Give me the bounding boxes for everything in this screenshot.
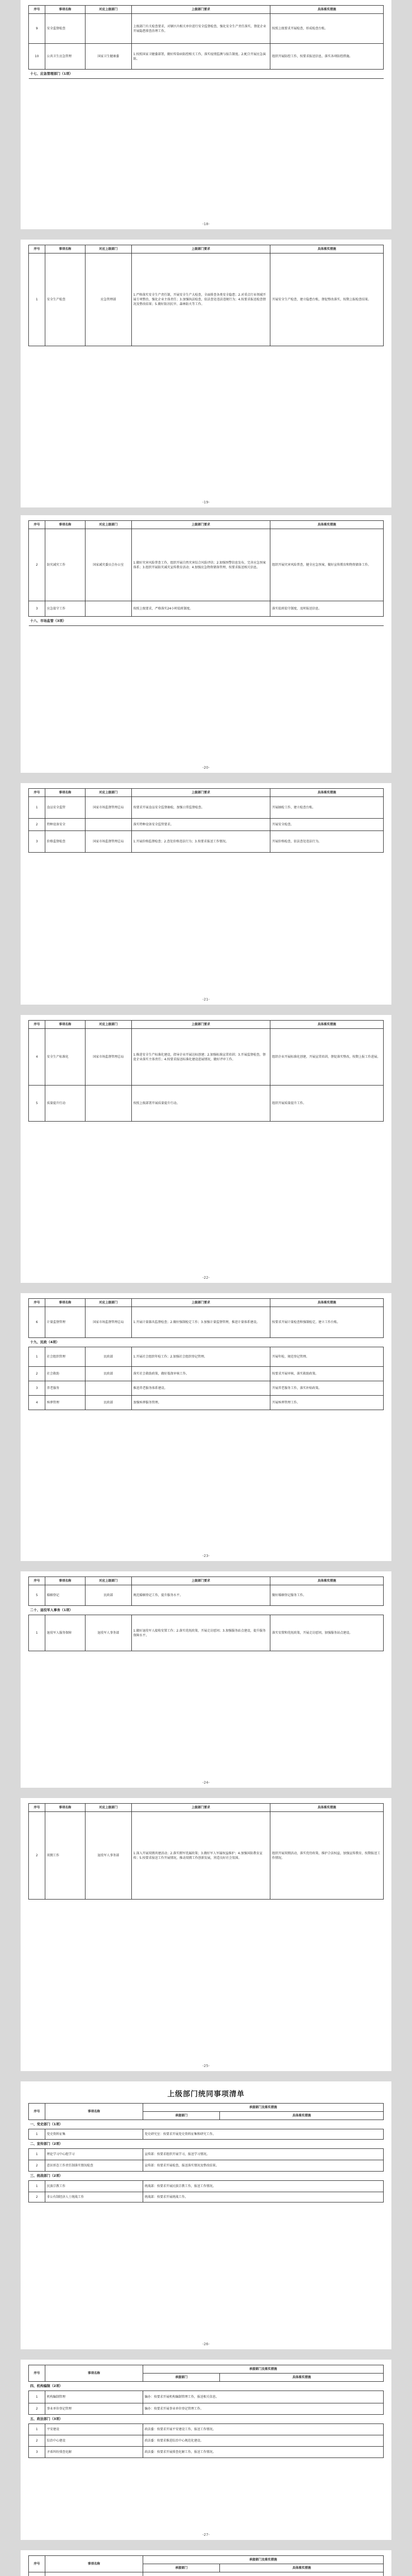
matter-table — [28, 245, 384, 346]
document-page — [21, 1293, 391, 1561]
table-header-row — [29, 245, 384, 253]
table-cell — [85, 14, 131, 44]
table-cell: 1 — [29, 797, 45, 819]
section-heading: 四、机构编制（2项） — [29, 2382, 384, 2391]
matter-table — [28, 1298, 384, 1410]
table-cell: 1.推进安全生产标准化建设，指导企业开展达标创建；2.加强标准宣贯培训；3.开展监督检查，督促企业落实主体责任；4.按要求报送标准化建设进展情况，做好评审工作。 — [131, 1029, 270, 1086]
column-header: 序号 — [29, 2556, 45, 2572]
matter-table — [28, 2103, 384, 2202]
table-cell: 宣传部：按要求组织开展学习，报送学习情况。 — [143, 2149, 383, 2160]
table-row — [29, 1396, 384, 1410]
table-cell: 组织开展防控工作，按要求报送信息，落实各项防控措施。 — [270, 44, 384, 70]
table-row — [29, 2403, 384, 2415]
table-cell: 5 — [29, 1086, 45, 1122]
column-header: 具体落实措施 — [270, 789, 384, 797]
table-cell: 2 — [29, 1812, 45, 1900]
matter-table — [28, 1020, 384, 1122]
table-cell: 编办：按要求开展事业单位登记管理工作。 — [143, 2403, 383, 2415]
table-row — [29, 1367, 384, 1381]
table-cell: 1 — [29, 1615, 45, 1651]
table-cell: 应急管理部 — [85, 253, 131, 346]
table-cell: 双拥工作 — [45, 1812, 85, 1900]
table-cell: 党史研究室：按要求开展党史资料征集和研究工作。 — [143, 2129, 383, 2140]
table-header-row — [29, 1021, 384, 1029]
matter-table — [28, 1577, 384, 1651]
table-header-row — [29, 789, 384, 797]
column-subheader: 承接部门 — [143, 2564, 220, 2572]
column-header: 事项名称 — [45, 1021, 85, 1029]
column-header: 上级部门要求 — [131, 789, 270, 797]
column-header: 事项名称 — [45, 2556, 143, 2572]
matter-table — [28, 788, 384, 853]
table-header-row — [29, 1577, 384, 1585]
table-cell: 1.按照国家卫健委部署，做好传染病防控相关工作，落实疫情监测与报告制度。2.配合开展应急演练。 — [131, 44, 270, 70]
table-cell: 1 — [29, 2424, 45, 2435]
table-row — [29, 2192, 384, 2202]
column-subheader: 承接部门 — [143, 2374, 220, 2382]
column-header: 对应上级部门 — [85, 789, 131, 797]
table-cell: 安全生产检查 — [45, 253, 85, 346]
column-header: 对应上级部门 — [85, 1577, 131, 1585]
document-page — [21, 515, 391, 773]
table-cell: 殡葬管理 — [45, 1396, 85, 1410]
table-row — [29, 1812, 384, 1900]
column-header: 序号 — [29, 2365, 45, 2382]
column-header: 对应上级部门 — [85, 521, 131, 529]
table-cell: 2 — [29, 2160, 45, 2172]
table-cell: 综治中心建设 — [45, 2435, 143, 2447]
table-cell: 按要求开展食品安全监督抽检，加强日常监督检查。 — [131, 797, 270, 819]
table-cell: 1.开展社会组织年检工作；2.加强社会组织登记管理。 — [131, 1347, 270, 1367]
table-row — [29, 819, 384, 831]
section-heading: 十七、应急管理部门（1项） — [29, 70, 384, 79]
table-cell: 做好婚姻登记服务工作。 — [270, 1585, 384, 1606]
document-page — [21, 1798, 391, 2071]
table-cell: 政法委：按要求开展排查化解工作，报送工作情况。 — [143, 2447, 383, 2458]
section-heading-row — [29, 617, 384, 626]
table-cell: 安全监督检查 — [45, 14, 85, 44]
table-cell: 民政部 — [85, 1585, 131, 1606]
table-cell: 1.开展价格监督检查；2.查处价格违法行为；3.按要求报送工作情况。 — [131, 831, 270, 853]
table-cell: 组织企业开展标准化创建，开展宣贯培训，督促落实整改，按期上报工作进展。 — [270, 1029, 384, 1086]
table-cell: 开展抽检工作，建立检查台账。 — [270, 797, 384, 819]
table-cell: 按要求开展审核，落实救助政策。 — [270, 1367, 384, 1381]
table-row — [29, 797, 384, 819]
table-cell: 1 — [29, 2181, 45, 2192]
table-header-row — [29, 6, 384, 14]
column-header: 序号 — [29, 789, 45, 797]
table-cell: 应急值守工作 — [45, 601, 85, 617]
column-header: 事项名称 — [45, 245, 85, 253]
column-header: 具体落实措施 — [270, 1804, 384, 1812]
column-header: 上级部门要求 — [131, 1299, 270, 1307]
table-row — [29, 1347, 384, 1367]
table-row — [29, 2149, 384, 2160]
table-cell: 矛盾纠纷排查化解 — [45, 2447, 143, 2458]
column-subheader: 具体落实措施 — [220, 2374, 384, 2382]
column-subheader: 承接部门 — [143, 2112, 220, 2120]
table-row — [29, 1585, 384, 1606]
table-row — [29, 14, 384, 44]
column-header: 序号 — [29, 1577, 45, 1585]
column-header: 事项名称 — [45, 789, 85, 797]
table-header-row — [29, 1299, 384, 1307]
page-number: -22- — [202, 1276, 210, 1280]
page-number: -24- — [202, 1781, 210, 1785]
table-cell: 政法委：按要求推进综治中心规范化建设。 — [143, 2435, 383, 2447]
document-page — [21, 2550, 391, 2576]
table-cell: 事业单位登记管理 — [45, 2403, 143, 2415]
table-cell: 2 — [29, 819, 45, 831]
table-row — [29, 2447, 384, 2458]
matter-table — [28, 2555, 384, 2576]
table-cell: 1 — [29, 2149, 45, 2160]
table-cell — [85, 819, 131, 831]
column-header: 上级部门要求 — [131, 245, 270, 253]
table-cell: 民政部 — [85, 1396, 131, 1410]
table-cell: 按照上级部署开展质量提升行动。 — [131, 1086, 270, 1122]
table-cell: 按照上级要求开展检查，形成检查台账。 — [270, 14, 384, 44]
table-row — [29, 601, 384, 617]
table-cell: 质量提升行动 — [45, 1086, 85, 1122]
table-cell — [143, 2572, 383, 2576]
table-cell: 养老服务 — [45, 1381, 85, 1396]
matter-table — [28, 5, 384, 79]
table-cell: 开展殡葬管理工作。 — [270, 1396, 384, 1410]
column-header: 事项名称 — [45, 521, 85, 529]
page-number: -21- — [202, 997, 210, 1002]
table-cell — [85, 1086, 131, 1122]
column-header: 事项名称 — [45, 1577, 85, 1585]
matter-table — [28, 520, 384, 626]
table-cell: 4 — [29, 1029, 45, 1086]
column-header: 上级部门要求 — [131, 1577, 270, 1585]
table-cell: 食品安全监管 — [45, 797, 85, 819]
section-heading: 五、政法部门（3项） — [29, 2415, 384, 2424]
table-cell: 1.深入开展双拥共建活动；2.落实拥军优属政策；3.做好军人军属权益维护；4.加强国防教育宣传；5.按要求报送工作开展情况，推动双拥工作创新发展，营造良好社会氛围。 — [131, 1812, 270, 1900]
table-cell: 开展养老服务工作，落实补贴政策。 — [270, 1381, 384, 1396]
table-cell: 按照上级要求，严格落实24小时值班制度。 — [131, 601, 270, 617]
table-cell: 统战部：按要求开展统战工作。 — [143, 2192, 383, 2202]
table-header-row — [29, 2556, 384, 2564]
page-number: -23- — [202, 1554, 210, 1558]
table-header-row — [29, 2365, 384, 2374]
table-cell: 2 — [29, 2435, 45, 2447]
table-cell: 退役军人事务部 — [85, 1615, 131, 1651]
table-cell: 组织开展灾害风险普查，健全应急预案，做好宣传教育和物资储备工作。 — [270, 529, 384, 601]
table-row — [29, 2572, 384, 2576]
table-cell: 组织开展质量提升工作。 — [270, 1086, 384, 1122]
table-cell: 安全生产标准化 — [45, 1029, 85, 1086]
document-page — [21, 1015, 391, 1283]
column-header: 具体落实措施 — [270, 6, 384, 14]
table-cell: 国家市场监督管理总局 — [85, 1029, 131, 1086]
table-cell: 理论学习中心组学习 — [45, 2149, 143, 2160]
table-cell — [85, 1381, 131, 1396]
table-cell: 非公有制经济人士统战工作 — [45, 2192, 143, 2202]
column-header: 上级部门要求 — [131, 1021, 270, 1029]
table-cell: 1 — [29, 253, 45, 346]
section-heading: 二十、退役军人事务（1项） — [29, 1606, 384, 1615]
table-cell: 公共卫生应急管理 — [45, 44, 85, 70]
column-header: 上级部门要求 — [131, 521, 270, 529]
section-heading-row — [29, 2172, 384, 2181]
column-header: 事项名称 — [45, 6, 85, 14]
table-header-row — [29, 1804, 384, 1812]
table-header-row — [29, 2104, 384, 2112]
page-number: -27- — [202, 2533, 210, 2537]
table-header-row — [29, 521, 384, 529]
table-cell: 政法委：按要求开展平安建设工作，报送工作情况。 — [143, 2424, 383, 2435]
column-header: 对应上级部门 — [85, 1021, 131, 1029]
table-row — [29, 1029, 384, 1086]
table-cell: 2 — [29, 2403, 45, 2415]
table-cell: 2 — [29, 1367, 45, 1381]
column-header: 对应上级部门 — [85, 1804, 131, 1812]
document-page — [21, 240, 391, 507]
table-cell: 统战部：按要求开展民族宗教工作，报送工作情况。 — [143, 2181, 383, 2192]
table-cell: 1.做好灾害风险普查工作，组织开展自然灾害综合风险评估；2.加强预警信息发布，完善应急预案体系；3.组织开展防灾减灾宣传教育活动；4.加强应急物资储备管理，按要求报送相关信息。 — [131, 529, 270, 601]
table-cell: 特种设备安全 — [45, 819, 85, 831]
table-row — [29, 2160, 384, 2172]
table-cell: 机构编制管理 — [45, 2391, 143, 2403]
table-cell: 开展年检，规范登记管理。 — [270, 1347, 384, 1367]
page-number: -25- — [202, 2064, 210, 2068]
table-row — [29, 529, 384, 601]
matter-table — [28, 1803, 384, 1900]
column-header: 序号 — [29, 521, 45, 529]
table-row — [29, 2129, 384, 2140]
section-heading-row — [29, 1338, 384, 1347]
page-number: -20- — [202, 766, 210, 770]
column-header: 序号 — [29, 1804, 45, 1812]
section-heading: 三、统战部门（2项） — [29, 2172, 384, 2181]
table-cell: 1.开展计量器具监督检查；2.做好强制检定工作；3.加强计量监督管理，推进计量体系建设。 — [131, 1307, 270, 1338]
table-cell: 5 — [29, 1585, 45, 1606]
section-heading-row — [29, 2415, 384, 2424]
table-cell: 意识形态工作责任制落实情况检查 — [45, 2160, 143, 2172]
column-subheader: 具体落实措施 — [220, 2112, 384, 2120]
table-row — [29, 1615, 384, 1651]
table-cell: 社会组织管理 — [45, 1347, 85, 1367]
table-row — [29, 2181, 384, 2192]
table-cell: 民政部 — [85, 1347, 131, 1367]
column-header: 具体落实措施 — [270, 521, 384, 529]
table-cell: 6 — [29, 1307, 45, 1338]
table-row — [29, 1086, 384, 1122]
table-cell: 平安建设 — [45, 2424, 143, 2435]
table-row — [29, 44, 384, 70]
column-header: 序号 — [29, 1021, 45, 1029]
table-row — [29, 253, 384, 346]
column-header: 事项名称 — [45, 2365, 143, 2382]
column-subheader: 具体落实措施 — [220, 2564, 384, 2572]
table-cell: 落实值班值守制度，及时报送信息。 — [270, 601, 384, 617]
column-header: 序号 — [29, 6, 45, 14]
page-number: -26- — [202, 2342, 210, 2346]
table-cell: 开展安全检查。 — [270, 819, 384, 831]
matter-table — [28, 2365, 384, 2458]
table-cell: 国家市场监督管理总局 — [85, 831, 131, 853]
table-cell: 开展价格检查，依法查处违法行为。 — [270, 831, 384, 853]
document-page — [21, 0, 391, 229]
table-cell: 规范婚姻登记工作，提升服务水平。 — [131, 1585, 270, 1606]
table-cell: 3 — [29, 831, 45, 853]
table-cell: 退役军人服务保障 — [45, 1615, 85, 1651]
column-header: 事项名称 — [45, 1299, 85, 1307]
table-cell: 国家市场监督管理总局 — [85, 1307, 131, 1338]
table-cell: 2 — [29, 2192, 45, 2202]
column-header: 序号 — [29, 1299, 45, 1307]
table-cell — [85, 601, 131, 617]
section-heading-row — [29, 2140, 384, 2149]
column-header: 对应上级部门 — [85, 6, 131, 14]
table-cell: 落实安置和优抚政策，开展走访慰问，加强服务站点建设。 — [270, 1615, 384, 1651]
column-header: 上级部门要求 — [131, 6, 270, 14]
table-cell: 婚姻登记 — [45, 1585, 85, 1606]
table-cell: 1.做好退役军人接收安置工作；2.落实优抚政策，开展走访慰问；3.加强服务站点建设，提升服务保障水平。 — [131, 1615, 270, 1651]
table-cell: 退役军人事务部 — [85, 1812, 131, 1900]
table-cell: 价格监督检查 — [45, 831, 85, 853]
page-number: -18- — [202, 222, 210, 226]
table-row — [29, 1381, 384, 1396]
table-row — [29, 2391, 384, 2403]
table-cell: 宣传部：按要求开展检查，报送落实情况及整改结果。 — [143, 2160, 383, 2172]
column-header: 具体落实措施 — [270, 1021, 384, 1029]
table-cell: 计量监督管理 — [45, 1307, 85, 1338]
table-cell — [45, 2572, 143, 2576]
table-cell: 民政部 — [85, 1367, 131, 1381]
table-cell: 开展安全生产检查，建立隐患台账，督促整改落实，按期上报检查结果。 — [270, 253, 384, 346]
column-header: 承接部门及落实措施 — [143, 2556, 383, 2564]
column-header: 具体落实措施 — [270, 245, 384, 253]
table-cell: 3 — [29, 2447, 45, 2458]
table-cell: 3 — [29, 601, 45, 617]
section-heading: 一、党史部门（1项） — [29, 2120, 384, 2129]
section-heading: 十九、民政（4项） — [29, 1338, 384, 1347]
section-heading-row — [29, 70, 384, 79]
section-heading-row — [29, 2382, 384, 2391]
table-cell: 组织开展双拥活动，落实优待政策，维护合法权益，加强宣传教育，按期报送工作情况。 — [270, 1812, 384, 1900]
table-cell: 2 — [29, 529, 45, 601]
table-cell: 防灾减灾工作 — [45, 529, 85, 601]
table-cell: 国家减灾委员会办公室 — [85, 529, 131, 601]
column-header: 具体落实措施 — [270, 1577, 384, 1585]
table-cell: 编办：按要求开展机构编制管理工作，报送相关信息。 — [143, 2391, 383, 2403]
table-cell — [29, 2572, 45, 2576]
section-heading: 二、宣传部门（2项） — [29, 2140, 384, 2149]
column-header: 事项名称 — [45, 1804, 85, 1812]
column-header: 对应上级部门 — [85, 245, 131, 253]
section-heading-row — [29, 1606, 384, 1615]
table-cell: 按要求开展计量检查和强制检定，建立工作台账。 — [270, 1307, 384, 1338]
table-cell: 落实社会救助政策，做好低保审核工作。 — [131, 1367, 270, 1381]
table-cell: 落实特种设备安全监管要求。 — [131, 819, 270, 831]
table-cell: 1 — [29, 1347, 45, 1367]
table-cell: 推进养老服务体系建设。 — [131, 1381, 270, 1396]
table-cell: 党史资料征集 — [45, 2129, 143, 2140]
table-cell: 4 — [29, 1396, 45, 1410]
table-cell: 上级部门有关检查要求，对辖区内相关单位进行安全监督检查，强化安全生产责任落实，督促企业开展隐患排查治理工作。 — [131, 14, 270, 44]
table-cell: 1 — [29, 2129, 45, 2140]
table-row — [29, 2435, 384, 2447]
list-title: 上级部门统同事项清单 — [167, 2090, 245, 2098]
table-row — [29, 1307, 384, 1338]
document-page — [21, 2360, 391, 2540]
table-cell: 1.严格落实安全生产责任制，开展安全生产大检查，全面排查各类安全隐患；2.对重点行业领域开展专项整治，强化企业主体责任；3.加强执法检查，依法查处违法违规行为；4.按要求报送检查情况及整改结果；5.做好防汛抗旱、森林防火等工作。 — [131, 253, 270, 346]
table-row — [29, 2424, 384, 2435]
column-header: 事项名称 — [45, 2104, 143, 2120]
table-cell: 1 — [29, 2391, 45, 2403]
column-header: 具体落实措施 — [270, 1299, 384, 1307]
document-page — [21, 783, 391, 1005]
table-cell: 民族宗教工作 — [45, 2181, 143, 2192]
column-header: 序号 — [29, 245, 45, 253]
section-heading: 十八、市场监管（3项） — [29, 617, 384, 626]
column-header: 对应上级部门 — [85, 1299, 131, 1307]
document-page — [21, 1571, 391, 1788]
column-header: 上级部门要求 — [131, 1804, 270, 1812]
table-cell: 9 — [29, 14, 45, 44]
table-cell: 3 — [29, 1381, 45, 1396]
table-cell: 国家市场监督管理总局 — [85, 797, 131, 819]
page-number: -19- — [202, 500, 210, 504]
table-cell: 社会救助 — [45, 1367, 85, 1381]
column-header: 承接部门及落实措施 — [143, 2104, 383, 2112]
column-header: 序号 — [29, 2104, 45, 2120]
table-cell: 加强殡葬服务管理。 — [131, 1396, 270, 1410]
column-header: 承接部门及落实措施 — [143, 2365, 383, 2374]
table-cell: 10 — [29, 44, 45, 70]
document-page — [21, 2081, 391, 2349]
table-cell: 国家卫生健康委 — [85, 44, 131, 70]
section-heading-row — [29, 2120, 384, 2129]
table-row — [29, 831, 384, 853]
